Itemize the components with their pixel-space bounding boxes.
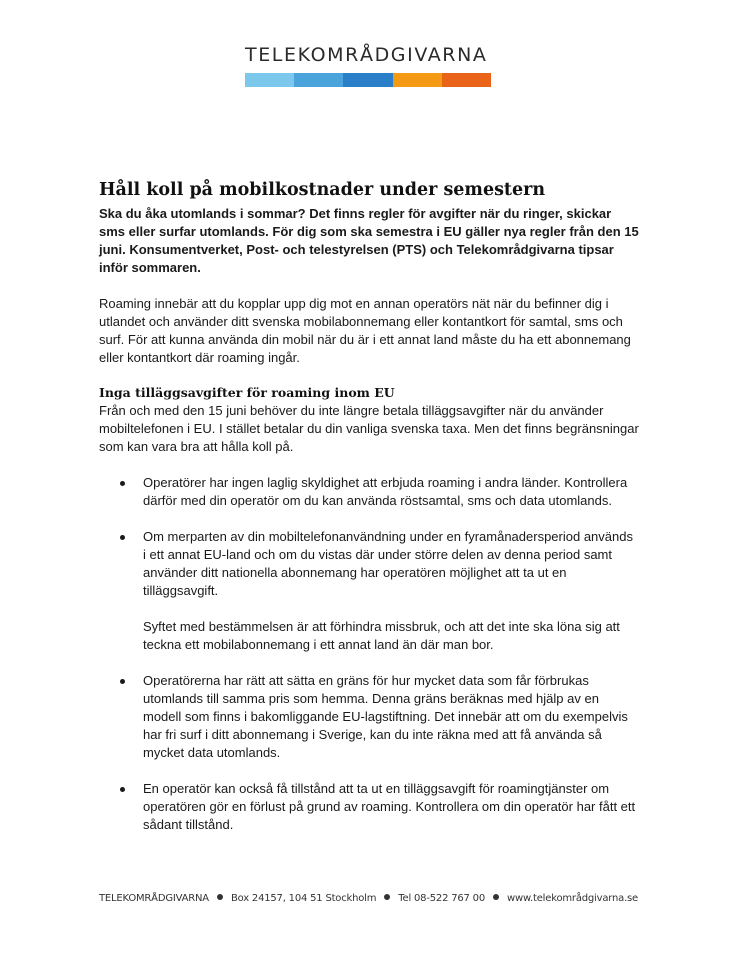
list-item-text: En operatör kan också få tillstånd att ta ut en tilläggsavgift för roamingtjänster om operatören gör en förlust på grund av roaming. Kontrollera om din operatör har fått ett sådant tillstånd. <box>143 781 636 832</box>
logo-text: TELEKOMRÅDGIVARNA <box>245 44 488 66</box>
bullet-list <box>99 474 639 834</box>
list-item-text: Operatörer har ingen laglig skyldighet att erbjuda roaming i andra länder. Kontrollera därför med din operatör om du kan använda röstsamtal, sms och data utomlands. <box>143 475 628 508</box>
list-item-note: Syftet med bestämmelsen är att förhindra missbruk, och att det inte ska löna sig att teckna ett mobilabonnemang i ett annat land än där man bor. <box>143 619 620 652</box>
list-item <box>99 474 639 510</box>
logo-bar-1 <box>245 73 294 87</box>
logo-bar-5 <box>442 73 491 87</box>
bullet-separator-icon <box>384 894 390 900</box>
bullet-icon <box>120 787 125 792</box>
logo-bar-3 <box>343 73 392 87</box>
bullet-icon <box>120 679 125 684</box>
logo-bar-4 <box>393 73 442 87</box>
list-item-text: Operatörerna har rätt att sätta en gräns för hur mycket data som får förbrukas utomlands till samma pris som hemma. Denna gräns beräknas med hjälp av en modell som finns i bakomliggande EU-lagstiftning. Det innebär att om du exempelvis har fri surf i ditt abonnemang i Sverige, kan du inte räkna med att få använda så mycket data utomlands. <box>143 673 628 760</box>
section-text: Från och med den 15 juni behöver du inte längre betala tilläggsavgifter när du använder mobiltelefonen i EU. I stället betalar du din vanliga svenska taxa. Men det finns begränsningar som kan vara bra att hålla koll på. <box>99 403 639 454</box>
footer-org: TELEKOMRÅDGIVARNA <box>99 893 209 904</box>
article-lead: Ska du åka utomlands i sommar? Det finns regler för avgifter när du ringer, skickar sms eller surfar utomlands. För dig som ska semestra i EU gäller nya regler från den 15 juni. Konsumentverket, Post- och telestyrelsen (PTS) och Telekområdgivarna tipsar inför sommaren. <box>99 206 639 275</box>
footer-phone: Tel 08-522 767 00 <box>398 893 486 904</box>
footer <box>99 893 638 904</box>
footer-address: Box 24157, 104 51 Stockholm <box>230 893 377 904</box>
bullet-icon <box>120 535 125 540</box>
bullet-separator-icon <box>493 894 499 900</box>
logo <box>245 44 491 87</box>
logo-bar-2 <box>294 73 343 87</box>
list-item <box>99 672 639 762</box>
bullet-icon <box>120 481 125 486</box>
article-intro: Roaming innebär att du kopplar upp dig mot en annan operatörs nät när du befinner dig i utlandet och använder ditt svenska mobilabonnemang eller kontantkort för samtal, sms och surf. För att kunna använda din mobil när du är i ett annat land måste du ha ett abonnemang eller kontantkort där roaming ingår. <box>99 296 631 365</box>
list-item <box>99 528 639 654</box>
bullet-separator-icon <box>217 894 223 900</box>
list-item-text: Om merparten av din mobiltelefonanvändning under en fyramånadersperiod används i ett annat EU-land och om du vistas där under större delen av denna period samt använder ditt nationella abonnemang har operatören möjlighet att ta ut en tilläggsavgift. <box>143 529 633 598</box>
list-item <box>99 780 639 834</box>
article-title: Håll koll på mobilkostnader under semestern <box>99 180 546 200</box>
footer-website: www.telekområdgivarna.se <box>507 893 639 904</box>
article <box>99 178 639 852</box>
logo-color-bars <box>245 73 491 87</box>
section-heading: Inga tilläggsavgifter för roaming inom EU <box>99 385 395 400</box>
